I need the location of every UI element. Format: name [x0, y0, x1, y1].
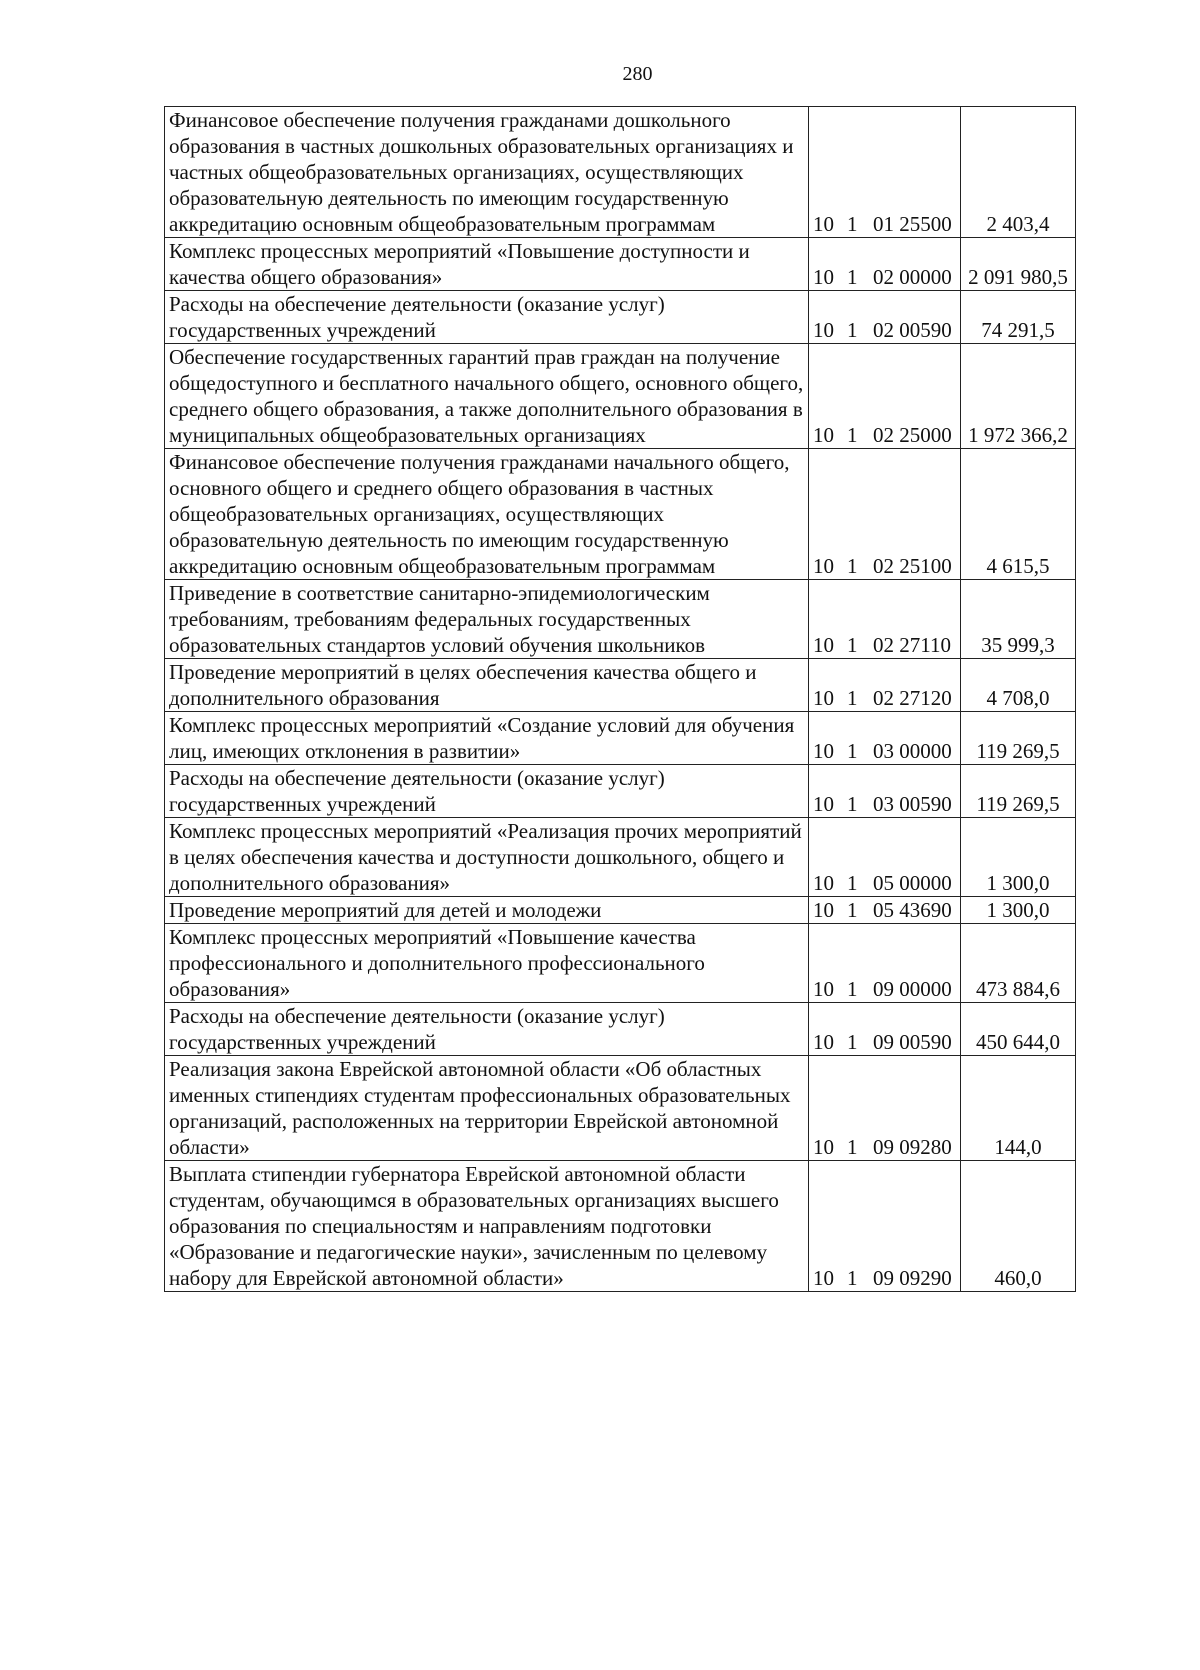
expense-name-cell: Проведение мероприятий в целях обеспечения качества общего и дополнительного образования — [165, 659, 809, 712]
code-part-1: 10 — [813, 1266, 834, 1290]
amount-cell: 450 644,0 — [961, 1003, 1076, 1056]
code-part-3: 05 00000 — [873, 871, 952, 895]
code-part-3: 09 00590 — [873, 1030, 952, 1054]
code-part-3: 03 00590 — [873, 792, 952, 816]
expense-name-cell: Обеспечение государственных гарантий прав граждан на получение общедоступного и бесплатного начального общего, основного общего, среднего общего образования, а также дополнительного образования в муниципальных общеобразовательных организациях — [165, 344, 809, 449]
code-part-2: 1 — [847, 554, 858, 578]
classification-code-cell — [809, 107, 961, 238]
table-row — [165, 580, 1076, 659]
table-row — [165, 712, 1076, 765]
code-part-2: 1 — [847, 318, 858, 342]
code-part-1: 10 — [813, 977, 834, 1001]
code-part-2: 1 — [847, 633, 858, 657]
code-part-1: 10 — [813, 871, 834, 895]
expense-name-cell: Выплата стипендии губернатора Еврейской автономной области студентам, обучающимся в образовательных организациях высшего образования по специальностям и направлениям подготовки «Образование и педагогические науки», зачисленным по целевому набору для Еврейской автономной области» — [165, 1161, 809, 1292]
expense-name-cell: Проведение мероприятий для детей и молодежи — [165, 897, 809, 924]
classification-code-cell — [809, 449, 961, 580]
code-part-1: 10 — [813, 1135, 834, 1159]
code-part-2: 1 — [847, 792, 858, 816]
code-part-3: 02 25100 — [873, 554, 952, 578]
code-part-3: 03 00000 — [873, 739, 952, 763]
amount-cell: 4 615,5 — [961, 449, 1076, 580]
code-part-1: 10 — [813, 318, 834, 342]
code-part-2: 1 — [847, 977, 858, 1001]
code-part-1: 10 — [813, 212, 834, 236]
code-part-3: 01 25500 — [873, 212, 952, 236]
classification-code-cell — [809, 659, 961, 712]
classification-code-cell — [809, 1003, 961, 1056]
amount-cell: 1 300,0 — [961, 897, 1076, 924]
amount-cell: 473 884,6 — [961, 924, 1076, 1003]
page-number: 280 — [622, 63, 653, 85]
code-part-3: 09 09290 — [873, 1266, 952, 1290]
expense-name-cell: Финансовое обеспечение получения гражданами начального общего, основного общего и среднего общего образования в частных общеобразовательных организациях, осуществляющих образовательную деятельность по имеющим государственную аккредитацию основным общеобразовательным программам — [165, 449, 809, 580]
table-row — [165, 291, 1076, 344]
amount-cell: 1 300,0 — [961, 818, 1076, 897]
code-part-2: 1 — [847, 1030, 858, 1054]
code-part-2: 1 — [847, 1135, 858, 1159]
amount-cell: 2 403,4 — [961, 107, 1076, 238]
amount-cell: 2 091 980,5 — [961, 238, 1076, 291]
expense-name-cell: Комплекс процессных мероприятий «Создание условий для обучения лиц, имеющих отклонения в развитии» — [165, 712, 809, 765]
table-row — [165, 765, 1076, 818]
budget-table — [164, 106, 1076, 1292]
table-row — [165, 897, 1076, 924]
expense-name-cell: Финансовое обеспечение получения гражданами дошкольного образования в частных дошкольных образовательных организациях и частных общеобразовательных организациях, осуществляющих образовательную деятельность по имеющим государственную аккредитацию основным общеобразовательным программам — [165, 107, 809, 238]
classification-code-cell — [809, 765, 961, 818]
table-row — [165, 1056, 1076, 1161]
code-part-2: 1 — [847, 423, 858, 447]
code-part-1: 10 — [813, 423, 834, 447]
table-body — [165, 107, 1076, 1292]
code-part-1: 10 — [813, 633, 834, 657]
expense-name-cell: Реализация закона Еврейской автономной области «Об областных именных стипендиях студентам профессиональных образовательных организаций, расположенных на территории Еврейской автономной области» — [165, 1056, 809, 1161]
expense-name-cell: Расходы на обеспечение деятельности (оказание услуг) государственных учреждений — [165, 291, 809, 344]
table-row — [165, 659, 1076, 712]
table-row — [165, 449, 1076, 580]
code-part-1: 10 — [813, 686, 834, 710]
classification-code-cell — [809, 1056, 961, 1161]
amount-cell: 119 269,5 — [961, 765, 1076, 818]
table-row — [165, 1003, 1076, 1056]
code-part-2: 1 — [847, 871, 858, 895]
code-part-2: 1 — [847, 212, 858, 236]
expense-name-cell: Комплекс процессных мероприятий «Реализация прочих мероприятий в целях обеспечения качества и доступности дошкольного, общего и дополнительного образования» — [165, 818, 809, 897]
classification-code-cell — [809, 238, 961, 291]
classification-code-cell — [809, 712, 961, 765]
code-part-3: 09 09280 — [873, 1135, 952, 1159]
code-part-3: 02 27110 — [873, 633, 951, 657]
code-part-1: 10 — [813, 265, 834, 289]
table-row — [165, 238, 1076, 291]
classification-code-cell — [809, 818, 961, 897]
code-part-3: 02 25000 — [873, 423, 952, 447]
amount-cell: 74 291,5 — [961, 291, 1076, 344]
table-row — [165, 818, 1076, 897]
amount-cell: 144,0 — [961, 1056, 1076, 1161]
classification-code-cell — [809, 1161, 961, 1292]
amount-cell: 460,0 — [961, 1161, 1076, 1292]
code-part-2: 1 — [847, 686, 858, 710]
classification-code-cell — [809, 897, 961, 924]
amount-cell: 4 708,0 — [961, 659, 1076, 712]
code-part-2: 1 — [847, 265, 858, 289]
table-row — [165, 344, 1076, 449]
table-row — [165, 924, 1076, 1003]
table-row — [165, 107, 1076, 238]
expense-name-cell: Расходы на обеспечение деятельности (оказание услуг) государственных учреждений — [165, 1003, 809, 1056]
amount-cell: 119 269,5 — [961, 712, 1076, 765]
code-part-1: 10 — [813, 792, 834, 816]
code-part-3: 05 43690 — [873, 898, 952, 922]
classification-code-cell — [809, 344, 961, 449]
classification-code-cell — [809, 291, 961, 344]
code-part-1: 10 — [813, 1030, 834, 1054]
amount-cell: 1 972 366,2 — [961, 344, 1076, 449]
code-part-3: 09 00000 — [873, 977, 952, 1001]
expense-name-cell: Приведение в соответствие санитарно-эпидемиологическим требованиям, требованиям федеральных государственных образовательных стандартов условий обучения школьников — [165, 580, 809, 659]
code-part-1: 10 — [813, 739, 834, 763]
code-part-3: 02 27120 — [873, 686, 952, 710]
code-part-2: 1 — [847, 898, 858, 922]
code-part-1: 10 — [813, 898, 834, 922]
code-part-2: 1 — [847, 739, 858, 763]
expense-name-cell: Расходы на обеспечение деятельности (оказание услуг) государственных учреждений — [165, 765, 809, 818]
code-part-3: 02 00590 — [873, 318, 952, 342]
code-part-2: 1 — [847, 1266, 858, 1290]
table-row — [165, 1161, 1076, 1292]
classification-code-cell — [809, 924, 961, 1003]
classification-code-cell — [809, 580, 961, 659]
amount-cell: 35 999,3 — [961, 580, 1076, 659]
expense-name-cell: Комплекс процессных мероприятий «Повышение качества профессионального и дополнительного профессионального образования» — [165, 924, 809, 1003]
code-part-1: 10 — [813, 554, 834, 578]
code-part-3: 02 00000 — [873, 265, 952, 289]
expense-name-cell: Комплекс процессных мероприятий «Повышение доступности и качества общего образования» — [165, 238, 809, 291]
